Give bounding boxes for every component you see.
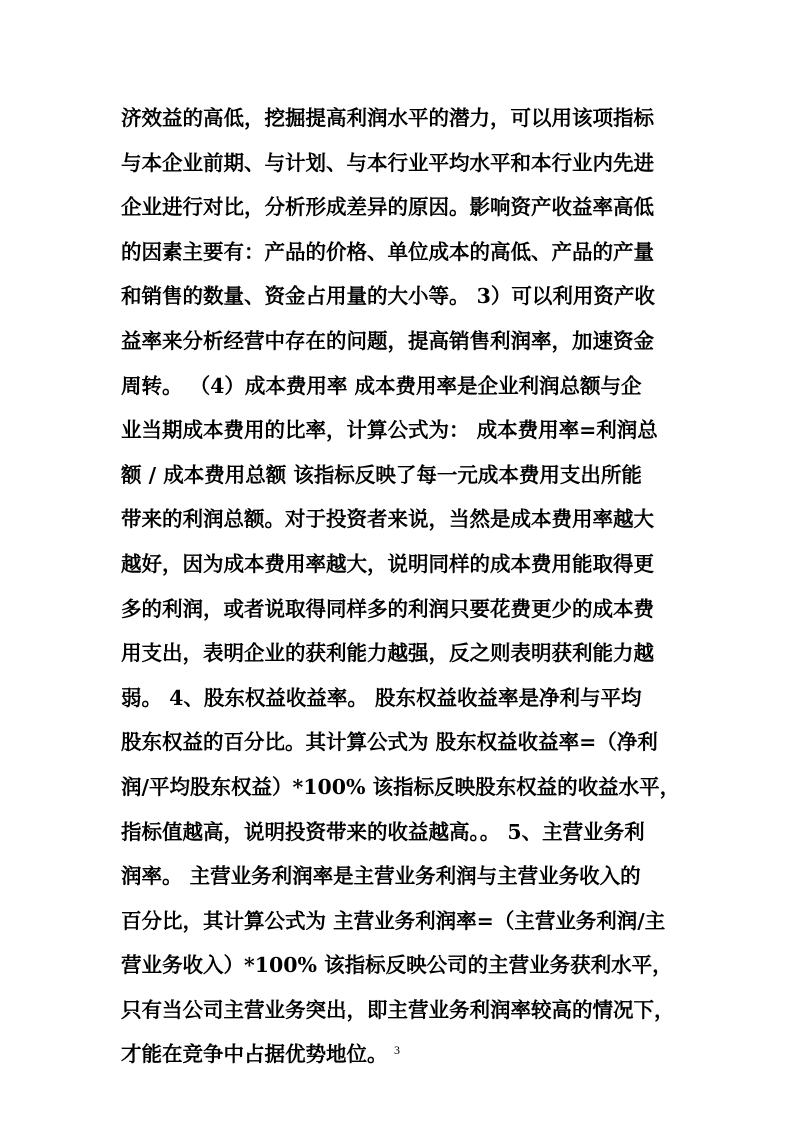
text-line: 与本企业前期、与计划、与本行业平均水平和本行业内先进 — [121, 150, 654, 175]
text-line: 企业进行对比，分析形成差异的原因。影响资产收益率高低 — [121, 195, 654, 220]
text-line: 用支出，表明企业的获利能力越强，反之则表明获利能力越 — [121, 641, 654, 666]
text-line: 润率。 主营业务利润率是主营业务利润与主营业务收入的 — [121, 864, 641, 889]
text-line: 股东权益的百分比。其计算公式为 股东权益收益率=（净利 — [121, 730, 658, 755]
page-number: 3 — [394, 1043, 400, 1057]
text-line: 带来的利润总额。对于投资者来说，当然是成本费用率越大 — [121, 507, 654, 532]
text-line: 百分比，其计算公式为 主营业务利润率=（主营业务利润/主 — [121, 908, 666, 933]
text-line: 润/平均股东权益）*100% 该指标反映股东权益的收益水平， — [121, 774, 681, 799]
text-line: 和销售的数量、资金占用量的大小等。 3）可以利用资产收 — [121, 284, 655, 309]
text-line: 指标值越高，说明投资带来的收益越高。。 5、主营业务利 — [121, 819, 645, 844]
body-text — [121, 96, 681, 1077]
text-line: 营业务收入）*100% 该指标反映公司的主营业务获利水平， — [121, 953, 673, 978]
text-line: 才能在竞争中占据优势地位。 — [121, 1042, 388, 1067]
text-line: 弱。 4、股东权益收益率。 股东权益收益率是净利与平均 — [121, 685, 642, 710]
text-line: 的因素主要有：产品的价格、单位成本的高低、产品的产量 — [121, 239, 654, 264]
text-line: 额 / 成本费用总额 该指标反映了每一元成本费用支出所能 — [121, 462, 642, 487]
text-line: 只有当公司主营业务突出，即主营业务利润率较高的情况下， — [121, 997, 675, 1022]
text-line: 越好，因为成本费用率越大，说明同样的成本费用能取得更 — [121, 551, 654, 576]
text-line: 多的利润，或者说取得同样多的利润只要花费更少的成本费 — [121, 596, 654, 621]
text-line: 益率来分析经营中存在的问题，提高销售利润率，加速资金 — [121, 328, 654, 353]
text-line: 业当期成本费用的比率，计算公式为： 成本费用率=利润总 — [121, 418, 658, 443]
text-line: 周转。 （4）成本费用率 成本费用率是企业利润总额与企 — [121, 373, 642, 398]
text-line: 济效益的高低，挖掘提高利润水平的潜力，可以用该项指标 — [121, 106, 654, 130]
